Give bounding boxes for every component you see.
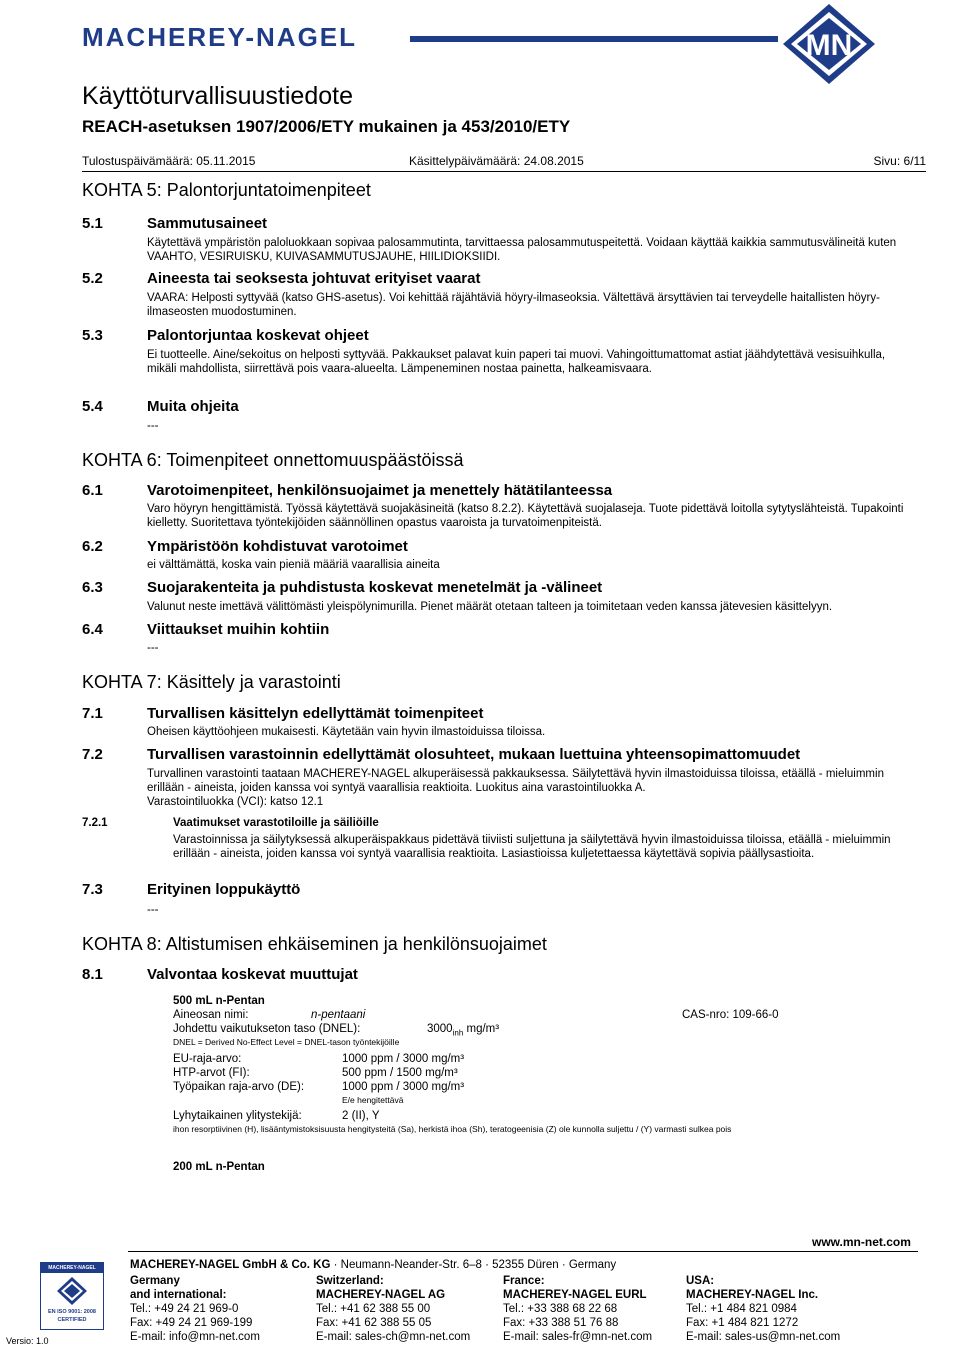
section-7-2-title: Turvallisen varastoinnin edellyttämät olosuhteet, mukaan luettuina yhteensopimattomuudet: [147, 746, 801, 763]
eu-limit-label: EU-raja-arvo:: [173, 1053, 242, 1065]
section-7-1-text: Oheisen käyttöohjeen mukaisesti. Käytetään vain hyvin ilmastoiduissa tiloissa.: [147, 726, 546, 738]
footer-col1-line: Germany: [130, 1275, 180, 1287]
section-6-3-title: Suojarakenteita ja puhdistusta koskevat menetelmät ja -välineet: [147, 579, 603, 596]
cert-line-2: CERTIFIED: [57, 1317, 87, 1323]
section-8-heading: KOHTA 8: Altistumisen ehkäiseminen ja henkilönsuojaimet: [82, 934, 547, 954]
footer-col4-email[interactable]: E-mail: sales-us@mn-net.com: [686, 1331, 841, 1343]
footer-col2-email[interactable]: E-mail: sales-ch@mn-net.com: [316, 1331, 471, 1343]
section-7-2-text: Turvallinen varastointi taataan MACHEREY-NAGEL alkuperäisessä pakkauksessa. Säilytettävä hyvin ilmastoiduissa tiloissa, etäällä - mieluimmin erillään - aineista, joiden kanssa voi syntyä vaarallisia reaktioita. Luokitus aina varastointiluokka A.: [147, 768, 884, 794]
document-subtitle: REACH-asetuksen 1907/2006/ETY mukainen ja 453/2010/ETY: [82, 117, 571, 136]
section-7-2-1-title: Vaatimukset varastotiloille ja säiliöille: [173, 817, 379, 829]
footer-col4-line: MACHEREY-NAGEL Inc.: [686, 1289, 819, 1301]
cert-brand: MACHEREY-NAGEL: [41, 1263, 103, 1273]
footer-col1-line: Fax: +49 24 21 969-199: [130, 1317, 253, 1329]
section-6-1-text: Varo höyryn hengittämistä. Työssä käytettävä suojakäsineitä (katso 8.2.2). Käytettävä suojalaseja. Tuote pidettävä loitolla sytytyslähteistä. Tupakointi kielletty. Suoritettava työntekijöiden säännöllinen opastus vaaroista ja turvatoimenpiteistä.: [147, 503, 904, 529]
short-term-label: Lyhytaikainen ylitystekijä:: [173, 1110, 302, 1122]
meta-line: [82, 152, 926, 172]
workplace-limit-label: Työpaikan raja-arvo (DE):: [173, 1081, 305, 1093]
footer-col2-line: MACHEREY-NAGEL AG: [316, 1289, 446, 1301]
section-8-1-number: 8.1: [82, 966, 103, 983]
section-6-1-number: 6.1: [82, 482, 103, 499]
footer-col2-line: Tel.: +41 62 388 55 00: [316, 1303, 431, 1315]
section-7-3-title: Erityinen loppukäyttö: [147, 881, 301, 898]
footer-col2-line: Fax: +41 62 388 55 05: [316, 1317, 432, 1329]
section-5-4-title: Muita ohjeita: [147, 398, 239, 415]
version-label: Versio: 1.0: [6, 1336, 49, 1346]
section-5-4-text: ---: [147, 420, 159, 432]
cert-mn-icon: [56, 1276, 88, 1306]
section-6-1-title: Varotoimenpiteet, henkilönsuojaimet ja menettely hätätilanteessa: [147, 482, 613, 499]
section-5-3-title: Palontorjuntaa koskevat ohjeet: [147, 327, 369, 344]
document-title: Käyttöturvallisuustiedote: [82, 82, 353, 110]
section-5-4-number: 5.4: [82, 398, 103, 415]
section-5-1-text: Käytettävä ympäristön paloluokkaan sopivaa palosammutinta, tarvittaessa palosammutuspeitettä. Voidaan käyttää kaikkia sammutusvälineitä kuten VAAHTO, VESIRUISKU, KUIVASAMMUTUSJAUHE, HIILIDIOKSIIDI.: [147, 237, 897, 263]
footer-col4-line: Fax: +1 484 821 1272: [686, 1317, 799, 1329]
section-5-3-number: 5.3: [82, 327, 103, 344]
dnel-sub: inh: [452, 1028, 464, 1038]
dnel-label: Johdettu vaikutukseton taso (DNEL):: [173, 1023, 361, 1035]
section-7-2-number: 7.2: [82, 746, 103, 763]
product-2-name: 200 mL n-Pentan: [173, 1161, 265, 1173]
brand-name: MACHEREY-NAGEL: [82, 22, 358, 52]
section-7-2-text-2: Varastointiluokka (VCI): katso 12.1: [147, 796, 324, 808]
page-header: [0, 0, 960, 66]
section-6-3-text: Valunut neste imettävä välittömästi yleispölynimurilla. Pienet määrät otetaan talteen ja toimitetaan veden kanssa jätevesien käsittelyyn.: [147, 601, 833, 613]
section-6-heading: KOHTA 6: Toimenpiteet onnettomuuspäästöissä: [82, 450, 464, 470]
footer-col1-email[interactable]: E-mail: info@mn-net.com: [130, 1331, 260, 1343]
section-7-3-text: ---: [147, 904, 159, 916]
dnel-value-group: [427, 1022, 499, 1040]
dnel-unit: mg/m³: [466, 1023, 500, 1035]
footer-col1-line: Tel.: +49 24 21 969-0: [130, 1303, 239, 1315]
footer-col3-line: MACHEREY-NAGEL EURL: [503, 1289, 647, 1301]
section-5-1-number: 5.1: [82, 215, 103, 232]
section-7-2-1-text: Varastoinnissa ja säilytyksessä alkuperäispakkaus pidettävä tiiviisti suljettuna ja säilytettävä hyvin ilmastoiduissa tiloissa, etäällä - mieluimmin erillään - aineista, joiden kanssa voi syntyä vaarallisia reaktioita. Lasiastioissa kuljetettaessa käytettävä sopivia päällysastioita.: [173, 834, 891, 860]
footer-address: · Neumann-Neander-Str. 6–8 · 52355 Düren · Germany: [330, 1259, 617, 1271]
section-5-2-title: Aineesta tai seoksesta johtuvat erityiset vaarat: [147, 270, 481, 287]
logo-text: MN: [805, 29, 853, 62]
section-6-2-number: 6.2: [82, 538, 103, 555]
footer-col3-line: Fax: +33 388 51 76 88: [503, 1317, 619, 1329]
eu-limit-value: 1000 ppm / 3000 mg/m³: [342, 1053, 465, 1065]
htp-label: HTP-arvot (FI):: [173, 1067, 250, 1079]
section-7-1-title: Turvallisen käsittelyn edellyttämät toimenpiteet: [147, 705, 484, 722]
section-5-2-text: VAARA: Helposti syttyvää (katso GHS-asetus). Voi kehittää räjähtäviä höyry-ilmaseoksia. Vältettävä ärsyttävien tai terveydelle haitallisten höyry-ilmaseosten muodostuminen.: [147, 292, 880, 318]
section-7-heading: KOHTA 7: Käsittely ja varastointi: [82, 672, 341, 692]
footer-col1-line: and international:: [130, 1289, 227, 1301]
footer-rule: [128, 1251, 918, 1252]
section-6-2-text: ei välttämättä, koska vain pieniä määriä vaarallisia aineita: [147, 559, 440, 571]
footer-col4-line: Tel.: +1 484 821 0984: [686, 1303, 797, 1315]
dnel-note: DNEL = Derived No-Effect Level = DNEL-tason työntekijöille: [173, 1037, 400, 1047]
footer-col3-email[interactable]: E-mail: sales-fr@mn-net.com: [503, 1331, 653, 1343]
certification-badge: [40, 1262, 104, 1330]
section-6-2-title: Ympäristöön kohdistuvat varotoimet: [147, 538, 408, 555]
footer-company: MACHEREY-NAGEL GmbH & Co. KG: [130, 1259, 331, 1271]
component-label: Aineosan nimi:: [173, 1009, 249, 1021]
footer-col3-line: France:: [503, 1275, 545, 1287]
dnel-value: 3000: [427, 1023, 453, 1035]
section-8-1-title: Valvontaa koskevat muuttujat: [147, 966, 358, 983]
section-7-3-number: 7.3: [82, 881, 103, 898]
section-6-4-text: ---: [147, 642, 159, 654]
section-6-4-number: 6.4: [82, 621, 103, 638]
product-1-name: 500 mL n-Pentan: [173, 995, 265, 1007]
section-5-2-number: 5.2: [82, 270, 103, 287]
short-term-value: 2 (II), Y: [342, 1110, 380, 1122]
cert-line-1: EN ISO 9001: 2008: [47, 1309, 96, 1315]
print-date: Tulostuspäivämäärä: 05.11.2015: [82, 154, 256, 168]
section-7-1-number: 7.1: [82, 705, 103, 722]
section-5-3-text: Ei tuotteelle. Aine/sekoitus on helposti syttyvää. Pakkaukset palavat kuin paperi tai muovi. Vahingoittumattomat astiat jäähdytettävä vesisuihkulla, mikäli mahdollista, siirrettävä pois vaara-alueelta. Lämpeneminen nostaa painetta, halkeamisvaara.: [147, 349, 886, 375]
section-6-4-title: Viittaukset muihin kohtiin: [147, 621, 330, 638]
workplace-limit-value: 1000 ppm / 3000 mg/m³: [342, 1081, 465, 1093]
footer-col2-line: Switzerland:: [316, 1275, 384, 1287]
section-5-1-title: Sammutusaineet: [147, 215, 268, 232]
section-5-heading: KOHTA 5: Palontorjuntatoimenpiteet: [82, 180, 371, 200]
section-6-3-number: 6.3: [82, 579, 103, 596]
page-number: Sivu: 6/11: [873, 154, 926, 168]
brand-rule: [410, 36, 778, 42]
mn-logo-icon: [778, 2, 880, 86]
htp-value: 500 ppm / 1500 mg/m³: [342, 1067, 458, 1079]
cas-number: CAS-nro: 109-66-0: [682, 1009, 779, 1021]
abbreviation-legend: ihon resorptiivinen (H), lisääntymistoksisuusta hengitysteitä (Sa), herkistä ihoa (Sh), teratogeenisia (Z) ole kunnolla suljettu / (Y) varmasti sulkea pois: [173, 1124, 732, 1134]
footer-col3-line: Tel.: +33 388 68 22 68: [503, 1303, 618, 1315]
component-value: n-pentaani: [311, 1009, 366, 1021]
workplace-limit-note: E/e hengitettävä: [342, 1095, 404, 1105]
footer-company-line: [130, 1259, 616, 1271]
processing-date: Käsittelypäivämäärä: 24.08.2015: [409, 154, 584, 168]
footer-url[interactable]: www.mn-net.com: [812, 1235, 911, 1249]
footer-col4-line: USA:: [686, 1275, 715, 1287]
section-7-2-1-number: 7.2.1: [82, 817, 108, 829]
